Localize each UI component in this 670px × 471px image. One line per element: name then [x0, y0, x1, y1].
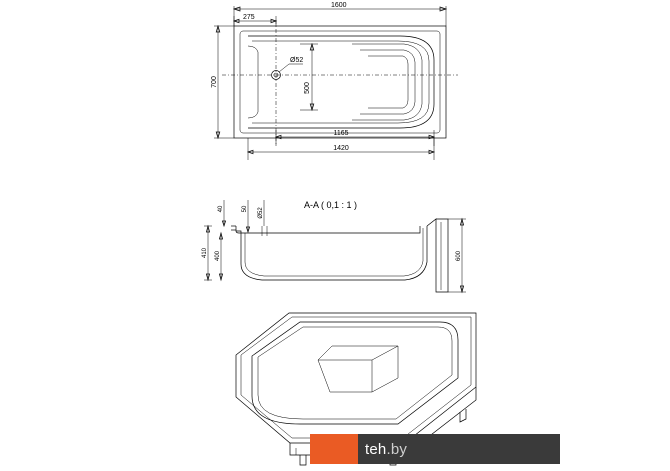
- section-title: A-A ( 0,1 : 1 ): [304, 200, 358, 210]
- dim-50: 50: [242, 205, 248, 213]
- watermark-logo-block: [310, 434, 358, 464]
- dim-1420: 1420: [333, 145, 349, 152]
- dim-diam-52-section: Ø52: [258, 207, 264, 219]
- dim-1600: 1600: [331, 2, 347, 9]
- dim-700: 700: [211, 76, 218, 88]
- dim-40: 40: [218, 205, 224, 213]
- dim-410: 410: [202, 247, 208, 259]
- watermark-text-block: [358, 434, 560, 464]
- dim-600: 600: [456, 250, 462, 262]
- watermark-suffix: .by: [386, 440, 408, 458]
- dim-400: 400: [215, 250, 221, 262]
- dim-500: 500: [304, 82, 311, 94]
- dim-diam-52-top: Ø52: [290, 57, 304, 64]
- dim-275: 275: [243, 14, 255, 21]
- top-view-group: [211, 2, 458, 160]
- watermark: [310, 434, 560, 464]
- dim-1165: 1165: [333, 130, 349, 137]
- watermark-text: teh: [365, 440, 387, 458]
- section-view-group: [202, 200, 466, 292]
